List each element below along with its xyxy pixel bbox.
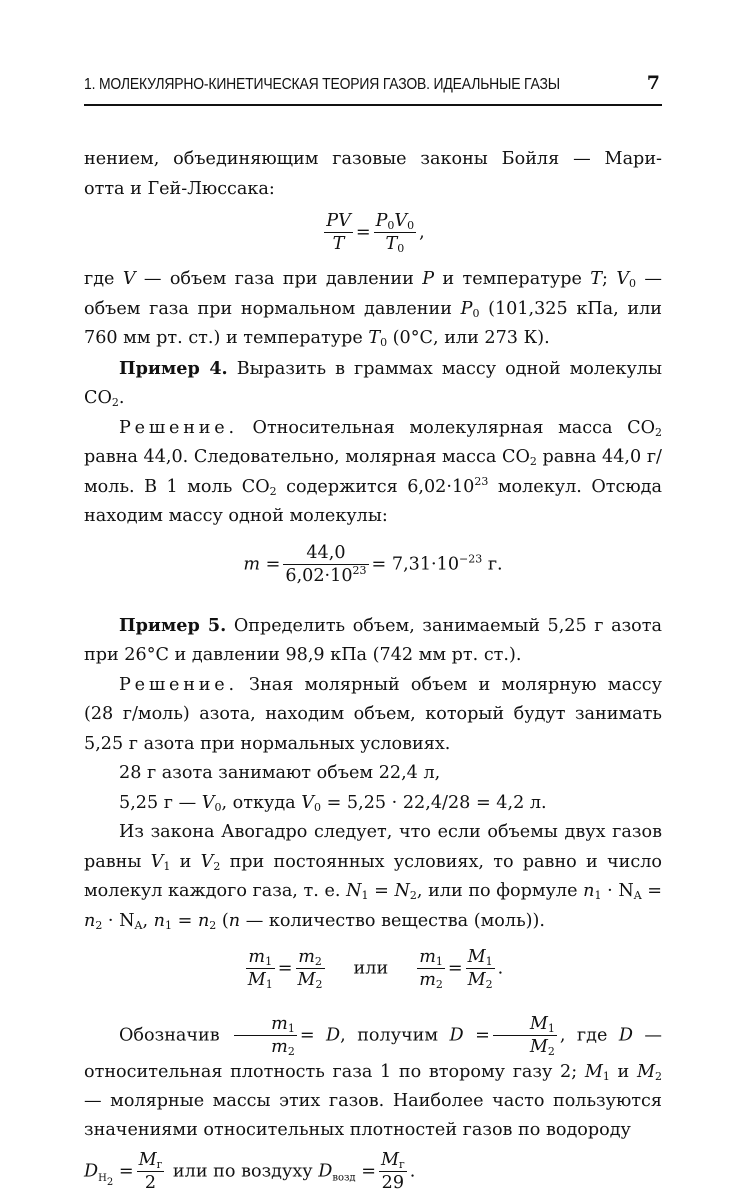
equation-avogadro-ratios: $\frac{m_1}{M_1}$ = $\frac{m_2}{M_2}$ или $\frac{m_1}{m_2}$ = $\frac{M_1}{M_2}$ . (247, 947, 504, 991)
page-body (84, 145, 662, 1194)
paragraph-density: Обозначив $\frac{m_1}{m_2}$ = D, получим D = $\frac{M_1}{M_2}$ , где D — относительная плотность газа 1 по второму газу 2; $M_1$ и $M_2$ — молярные массы этих газов. Наиболее часто пользуются значениями относительных плотностей газов по водороду (84, 1014, 663, 1140)
fraction-m1-m2: $\frac{m_1}{m_2}$ (419, 947, 443, 991)
fraction-M1-M2-inline: $\frac{M_1}{M_2}$ (493, 1013, 557, 1058)
example-4-label: Пример 4. (119, 357, 228, 379)
paragraph-density-formulas: $D_{H_2}$ = $\frac{M_г}{2}$ или по воздуху $D_{возд}$ = $\frac{M_г}{29}$ . (84, 1150, 416, 1193)
example-5-label: Пример 5. (119, 614, 227, 636)
paragraph-intro-end: отта и Гей-Люссака: (84, 178, 275, 199)
solution-label: Решение. (119, 417, 238, 438)
solution-5: Решение. Зная молярный объем и молярную массу (28 г/моль) азота, находим объем, который будут занимать 5,25 г азота при нормальных условиях. (84, 674, 662, 754)
paragraph-definitions: где V — объем газа при давлении P и температуре T; $V_0$ — объем газа при нормальном давлении $P_0$ (101,325 кПа, или 760 мм рт. ст.) и температуре $T_0$ (0°С, или 273 К). (84, 269, 662, 349)
line-525g: 5,25 г — $V_0$, откуда $V_0 = 5,25 \cdot 22,4/28 = 4,2$ л. (119, 792, 547, 814)
fraction-m1-M1: $\frac{m_1}{M_1}$ (247, 947, 273, 991)
paragraph-intro: нением, объединяющим газовые законы Бойля — Мари- (84, 149, 662, 169)
paragraph-avogadro: Из закона Авогадро следует, что если объемы двух газов равны $V_1$ и $V_2$ при постоянных условиях, то равно и число молекул каждого газа, т. е. $N_1 = N_2$, или по формуле $n_1 \cdot N_A = n_2 \cdot N_A$, $n_1 = n_2$ (n — количество вещества (моль)). (84, 822, 663, 932)
fraction-Mg-29: $\frac{M_г}{29}$ (380, 1150, 405, 1193)
example-4: Пример 4. Выразить в граммах массу одной молекулы $CO_2$. (84, 357, 662, 409)
fraction-M1-M2: $\frac{M_1}{M_2}$ (467, 947, 493, 991)
solution-4: Решение. Относительная молекулярная масса $CO_2$ равна 44,0. Следовательно, молярная масса $CO_2$ равна 44,0 г/моль. В 1 моль $CO_2$ содержится $6,02\cdot 10^{23}$ молекул. Отсюда находим массу одной молекулы: (84, 417, 662, 526)
page-number: 7 (646, 72, 660, 94)
equation-gas-law: $\frac{PV}{T}$ = $\frac{P_0V_0}{T_0}$ , (326, 211, 425, 255)
fraction-p0v0-t0: $\frac{P_0V_0}{T_0}$ (375, 211, 415, 255)
fraction-pv-t: $\frac{PV}{T}$ (326, 211, 351, 254)
fraction-m2-M2: $\frac{m_2}{M_2}$ (297, 947, 323, 991)
equation-molecule-mass: m = $\frac{44,0}{6,02\cdot 10^{23}}$ = $7,31\cdot 10^{-23}$ г. (243, 542, 503, 586)
line-28g: 28 г азота занимают объем 22,4 л, (119, 763, 441, 783)
fraction-mass: $\frac{44,0}{6,02\cdot 10^{23}}$ (285, 542, 367, 586)
running-header (84, 70, 662, 106)
fraction-Mg-2: $\frac{M_г}{2}$ (138, 1150, 163, 1193)
solution-label: Решение. (119, 674, 238, 695)
fraction-m1-m2-inline: $\frac{m_1}{m_2}$ (234, 1013, 297, 1058)
example-5: Пример 5. Определить объем, занимаемый 5,25 г азота при 26°С и давлении 98,9 кПа (742 мм рт. ст.). (84, 614, 662, 665)
or-word: или (353, 958, 389, 979)
chapter-title: 1. МОЛЕКУЛЯРНО-КИНЕТИЧЕСКАЯ ТЕОРИЯ ГАЗОВ. ИДЕАЛЬНЫЕ ГАЗЫ (84, 76, 560, 93)
